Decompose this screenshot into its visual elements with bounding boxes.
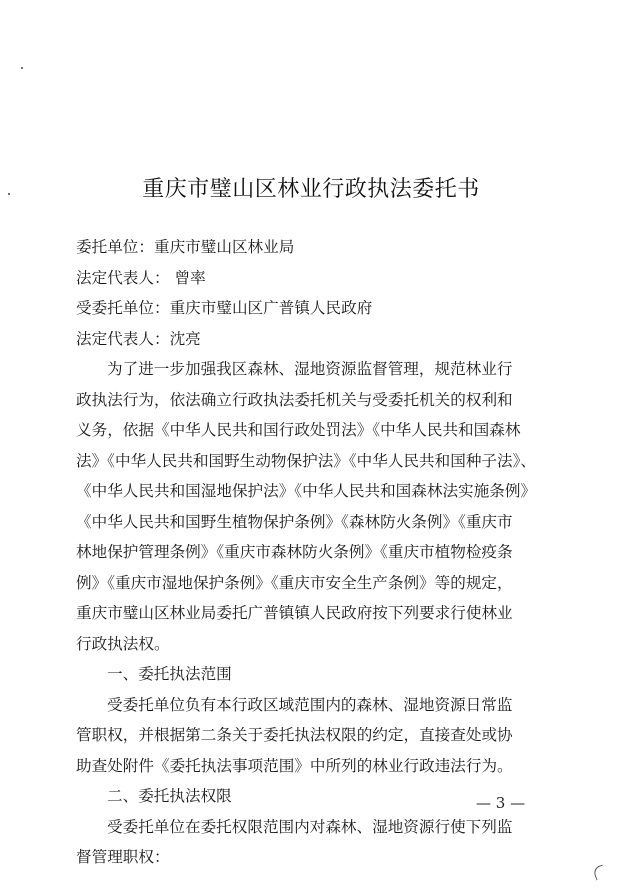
- document-title: 重庆市璧山区林业行政执法委托书: [142, 177, 480, 202]
- section-heading: 二、委托执法权限: [107, 787, 232, 805]
- intro-paragraph-line: 重庆市璧山区林业局委托广普镇镇人民政府按下列要求行使林业: [76, 604, 513, 622]
- section-paragraph-line: 受委托单位在委托权限范围内对森林、湿地资源行使下列监: [107, 817, 513, 836]
- intro-paragraph-line: 法》《中华人民共和国野生动物保护法》《中华人民共和国种子法》、: [76, 451, 537, 470]
- page-number: — 3 —: [476, 794, 526, 812]
- section-heading: 一、委托执法范围: [107, 665, 232, 683]
- scan-speck: [21, 67, 23, 69]
- intro-paragraph-line: 政执法行为，依法确立行政执法委托机关与受委托机关的权利和: [76, 390, 513, 409]
- section-paragraph-line: 管职权，并根据第二条关于委托执法权限的约定，直接查处或协: [76, 726, 513, 744]
- section-paragraph-line: 助查处附件《委托执法事项范围》中所列的林业行政违法行为。: [76, 756, 513, 775]
- entrusted-representative-line: 法定代表人：沈亮: [76, 329, 201, 348]
- intro-paragraph-line: 林地保护管理条例》《重庆市森林防火条例》《重庆市植物检疫条: [76, 543, 513, 561]
- intro-paragraph-line: 《中华人民共和国湿地保护法》《中华人民共和国森林法实施条例》: [76, 482, 537, 500]
- intro-paragraph-line: 行政执法权。: [76, 634, 170, 653]
- section-paragraph-line: 督管理职权：: [76, 848, 170, 866]
- intro-paragraph-line: 《中华人民共和国野生植物保护条例》《森林防火条例》《重庆市: [76, 512, 513, 531]
- delegating-unit-line: 委托单位：重庆市璧山区林业局: [76, 238, 295, 256]
- document-body: [76, 232, 551, 873]
- intro-paragraph-line: 例》《重庆市湿地保护条例》《重庆市安全生产条例》等的规定，: [76, 573, 513, 592]
- scan-corner-mark: [592, 865, 607, 881]
- intro-paragraph-line: 为了进一步加强我区森林、湿地资源监督管理，规范林业行: [107, 360, 513, 378]
- intro-paragraph-line: 义务，依据《中华人民共和国行政处罚法》《中华人民共和国森林: [76, 421, 521, 439]
- delegating-representative-line: 法定代表人： 曾率: [76, 268, 206, 287]
- entrusted-unit-line: 受委托单位：重庆市璧山区广普镇人民政府: [76, 299, 373, 317]
- section-paragraph-line: 受委托单位负有本行政区域范围内的森林、湿地资源日常监: [107, 695, 513, 714]
